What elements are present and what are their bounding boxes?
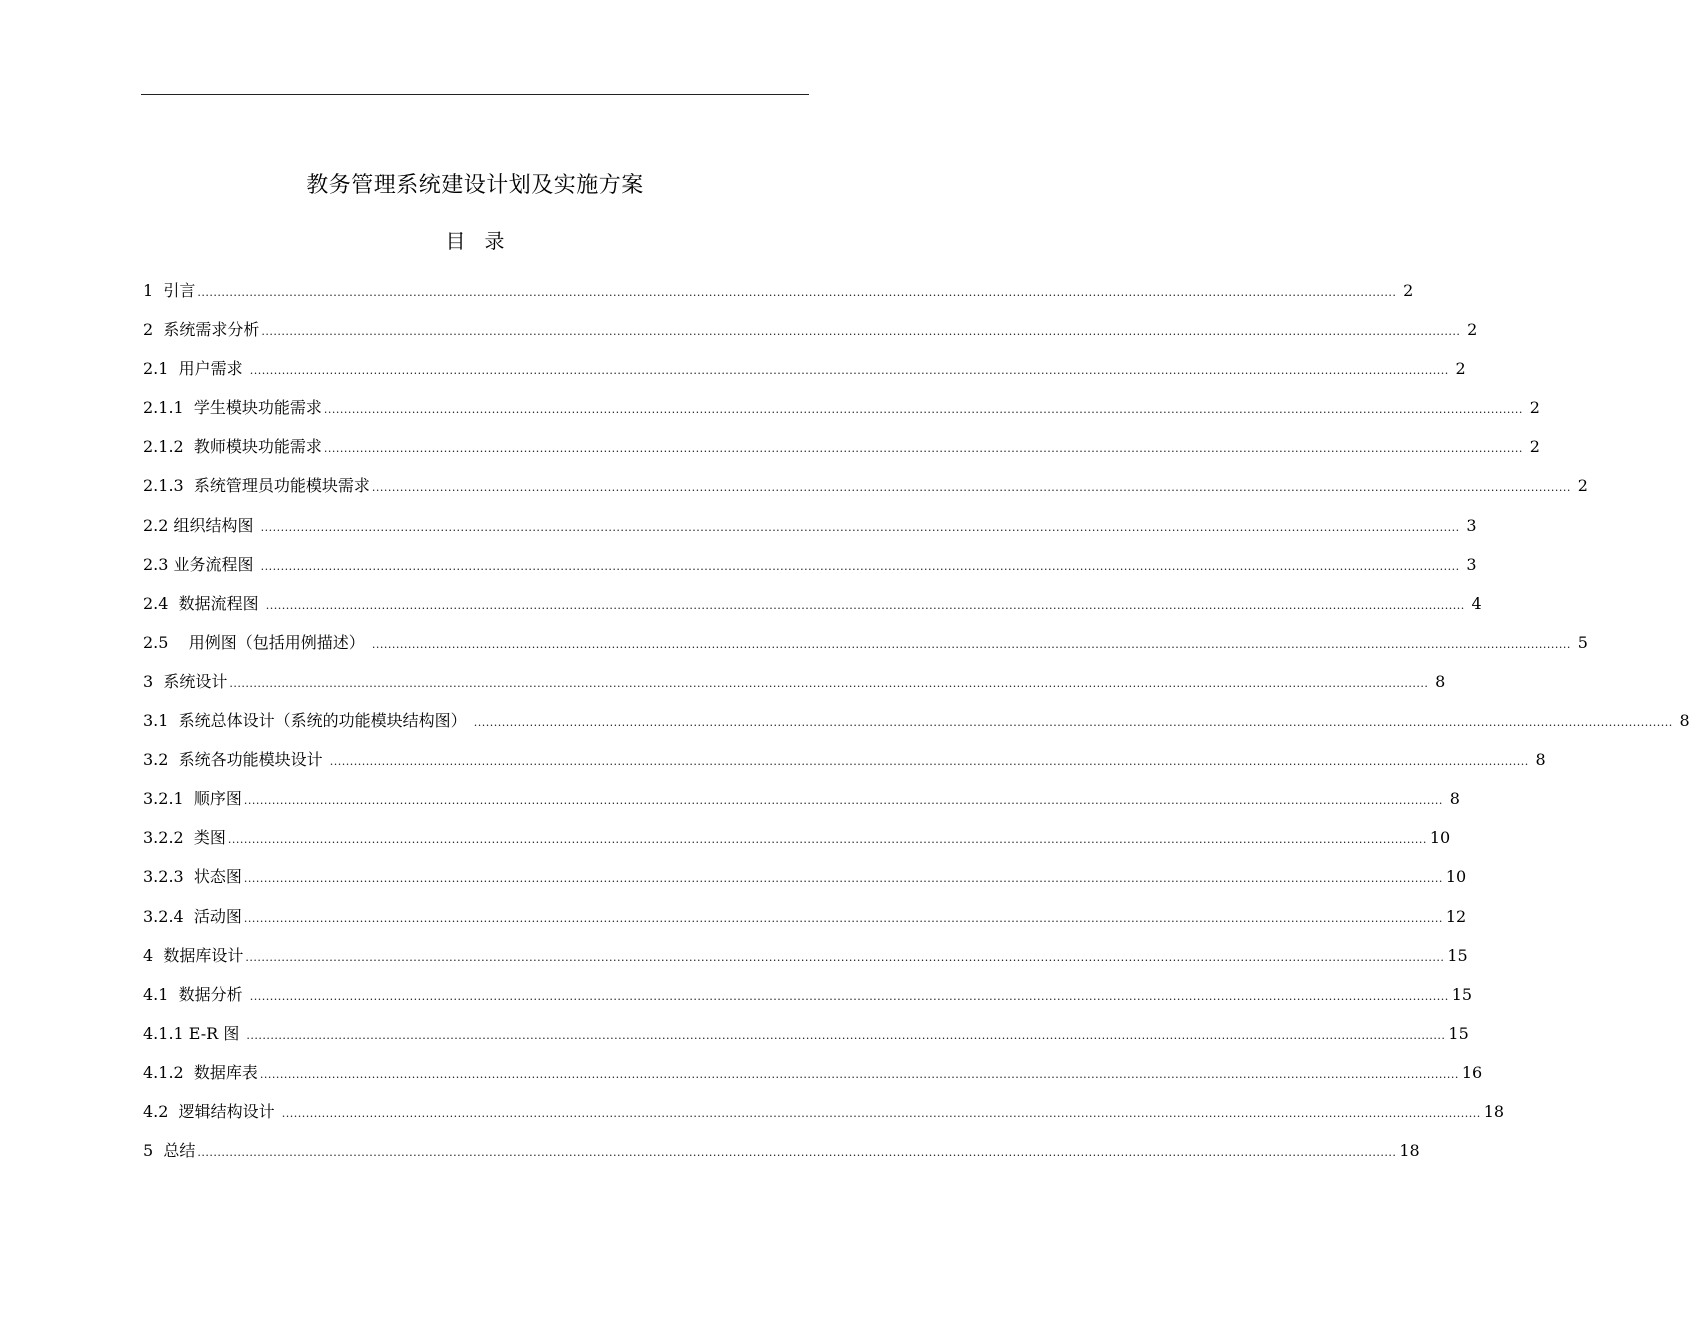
- toc-entry-title: 2.1.2 教师模块功能需求: [143, 437, 322, 457]
- toc-entry-page: 16: [1461, 1062, 1483, 1082]
- toc-entry-title: 2.1 用户需求: [143, 359, 248, 379]
- toc-entry-title: 1 引言: [143, 281, 196, 300]
- toc-entry[interactable]: [143, 310, 1478, 349]
- toc-entry-title: 2 系统需求分析: [143, 320, 260, 340]
- toc-leader-dots: ............................................................................................................................................................................................................................................................................................................: [245, 950, 1445, 964]
- toc-leader-dots: ............................................................................................................................................................................................................................................................................................................: [261, 325, 1461, 339]
- toc-leader-dots: ............................................................................................................................................................................................................................................................................................................: [259, 1067, 1459, 1081]
- toc-entry-title: 3.2.2 类图: [143, 828, 226, 848]
- toc-entry-page: 2: [1529, 437, 1540, 457]
- toc-entry[interactable]: [143, 701, 1690, 740]
- toc-entry[interactable]: [143, 388, 1540, 427]
- toc-entry-title: 3.2 系统各功能模块设计: [143, 750, 328, 770]
- toc-entry-page: 15: [1447, 945, 1468, 965]
- toc-entry[interactable]: [143, 584, 1482, 623]
- toc-leader-dots: ............................................................................................................................................................................................................................................................................................................: [243, 872, 1443, 886]
- toc-entry-page: 3: [1466, 515, 1477, 535]
- toc-entry-page: 15: [1451, 984, 1473, 1004]
- toc-entry-title: 2.1.1 学生模块功能需求: [143, 398, 322, 418]
- toc-entry-page: 10: [1429, 828, 1451, 848]
- toc-entry-page: 2: [1455, 359, 1466, 379]
- toc-leader-dots: ............................................................................................................................................................................................................................................................................................................: [243, 911, 1443, 925]
- toc-entry-page: 8: [1535, 750, 1546, 770]
- toc-entry-title: 5 总结: [143, 1141, 196, 1161]
- toc-entry[interactable]: [143, 623, 1588, 662]
- toc-entry-title: 3 系统设计: [143, 671, 228, 691]
- toc-entry-page: 12: [1445, 906, 1467, 926]
- toc-entry[interactable]: [143, 349, 1466, 388]
- toc-leader-dots: ............................................................................................................................................................................................................................................................................................................: [197, 286, 1397, 299]
- toc-entry-title: 2.2 组织结构图: [143, 515, 259, 535]
- toc-entry-title: 4.1.1 E-R 图: [143, 1023, 245, 1043]
- toc-leader-dots: ............................................................................................................................................................................................................................................................................................................: [323, 403, 1523, 417]
- toc-leader-dots: ............................................................................................................................................................................................................................................................................................................: [227, 833, 1427, 847]
- toc-leader-dots: ............................................................................................................................................................................................................................................................................................................: [260, 520, 1460, 534]
- toc-entry-page: 2: [1577, 476, 1588, 496]
- toc-entry-page: 8: [1679, 711, 1690, 731]
- toc-leader-dots: ............................................................................................................................................................................................................................................................................................................: [371, 481, 1571, 495]
- document-title: 教务管理系统建设计划及实施方案: [306, 173, 644, 198]
- toc-entry-title: 3.2.1 顺序图: [143, 789, 242, 809]
- toc-entry-page: 8: [1435, 671, 1446, 691]
- toc-leader-dots: ............................................................................................................................................................................................................................................................................................................: [229, 676, 1429, 690]
- toc-entry[interactable]: [143, 897, 1467, 936]
- toc-entry[interactable]: [143, 1014, 1469, 1053]
- toc-heading: 目 录: [445, 229, 505, 253]
- toc-entry[interactable]: [143, 662, 1446, 701]
- toc-entry[interactable]: [143, 506, 1477, 545]
- toc-leader-dots: ............................................................................................................................................................................................................................................................................................................: [197, 1146, 1397, 1160]
- toc-entry-page: 18: [1399, 1141, 1420, 1161]
- toc-entry-title: 4.2 逻辑结构设计: [143, 1101, 280, 1121]
- toc-entry-page: 2: [1403, 281, 1414, 300]
- toc-leader-dots: ............................................................................................................................................................................................................................................................................................................: [323, 442, 1523, 456]
- toc-leader-dots: ............................................................................................................................................................................................................................................................................................................: [329, 755, 1529, 769]
- toc-entry[interactable]: [143, 271, 1414, 310]
- toc-entry-title: 4.1 数据分析: [143, 984, 248, 1004]
- toc-entry[interactable]: [143, 936, 1468, 975]
- toc-entry-page: 18: [1483, 1101, 1505, 1121]
- toc-entry[interactable]: [143, 975, 1473, 1014]
- toc-entry[interactable]: [143, 545, 1477, 584]
- toc-entry-page: 5: [1577, 632, 1588, 652]
- toc-leader-dots: ............................................................................................................................................................................................................................................................................................................: [265, 598, 1465, 612]
- toc-leader-dots: ............................................................................................................................................................................................................................................................................................................: [371, 637, 1571, 651]
- toc-entry-page: 10: [1445, 867, 1467, 887]
- toc-entry-page: 3: [1466, 554, 1477, 574]
- toc-entry[interactable]: [143, 818, 1451, 857]
- header-rule: [141, 94, 809, 95]
- toc-leader-dots: ............................................................................................................................................................................................................................................................................................................: [243, 794, 1443, 808]
- toc-leader-dots: ............................................................................................................................................................................................................................................................................................................: [281, 1106, 1481, 1120]
- toc-entry-page: 2: [1467, 320, 1478, 340]
- toc-entry-title: 3.2.4 活动图: [143, 906, 242, 926]
- toc-entry-title: 3.2.3 状态图: [143, 867, 242, 887]
- table-of-contents: [143, 271, 1690, 1170]
- toc-entry[interactable]: [143, 740, 1546, 779]
- toc-entry-title: 4 数据库设计: [143, 945, 244, 965]
- toc-leader-dots: ............................................................................................................................................................................................................................................................................................................: [260, 559, 1460, 573]
- toc-entry-page: 8: [1449, 789, 1460, 809]
- toc-entry[interactable]: [143, 466, 1588, 505]
- toc-entry[interactable]: [143, 1131, 1420, 1170]
- toc-leader-dots: ............................................................................................................................................................................................................................................................................................................: [246, 1028, 1446, 1042]
- toc-entry[interactable]: [143, 1092, 1505, 1131]
- toc-entry-title: 2.5 用例图（包括用例描述）: [143, 632, 370, 652]
- toc-entry-title: 3.1 系统总体设计（系统的功能模块结构图）: [143, 711, 472, 731]
- toc-entry[interactable]: [143, 857, 1467, 896]
- toc-entry-title: 2.1.3 系统管理员功能模块需求: [143, 476, 370, 496]
- toc-entry-page: 4: [1471, 593, 1482, 613]
- toc-leader-dots: ............................................................................................................................................................................................................................................................................................................: [249, 989, 1449, 1003]
- toc-entry-title: 2.3 业务流程图: [143, 554, 259, 574]
- toc-entry-title: 2.4 数据流程图: [143, 593, 264, 613]
- toc-leader-dots: ............................................................................................................................................................................................................................................................................................................: [249, 364, 1449, 378]
- toc-entry[interactable]: [143, 1053, 1483, 1092]
- toc-entry[interactable]: [143, 427, 1540, 466]
- toc-entry-page: 15: [1448, 1023, 1469, 1043]
- toc-leader-dots: ............................................................................................................................................................................................................................................................................................................: [473, 716, 1673, 730]
- toc-entry-page: 2: [1529, 398, 1540, 418]
- toc-entry-title: 4.1.2 数据库表: [143, 1062, 258, 1082]
- toc-entry[interactable]: [143, 779, 1460, 818]
